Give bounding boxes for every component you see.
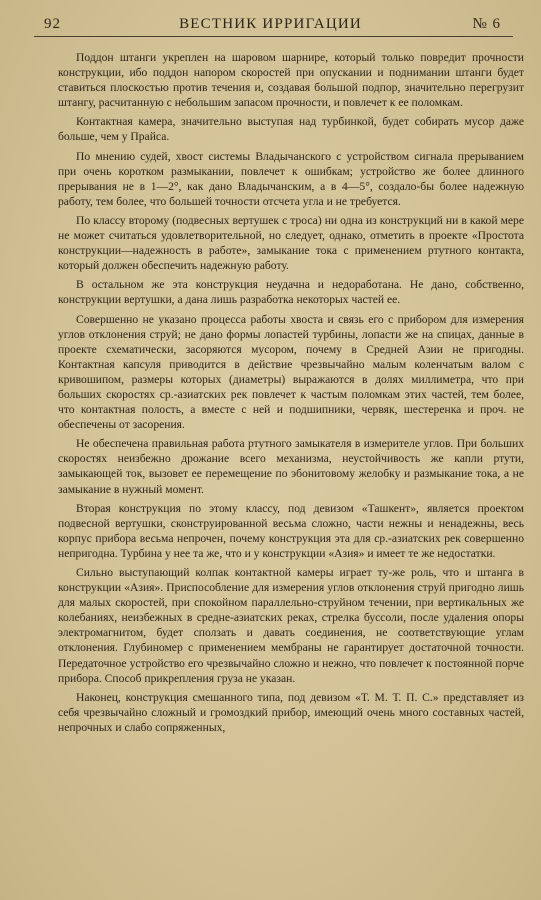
- paragraph: Поддон штанги укреплен на шаровом шарнире, который только повредит прочности конструкции, ибо поддон напором скоростей при опускании и поднимании штанги будет ставиться плоскостью против течения и, создавая большой подпор, значительно перегрузит штангу, расчитанную с небольшим запасом прочности, и повлечет к ее поломкам.: [58, 51, 524, 110]
- issue-number: № 6: [472, 16, 501, 32]
- paragraph: Вторая конструкция по этому классу, под девизом «Ташкент», является проектом подвесной вертушки, сконструированной весьма сложно, части нежны и ненадежны, весь корпус прибора весьма непрочен, почему конструкция эта для ср.-азиатских рек совершенно непригодна. Турбина у нее та же, что и у конструкции «Азия» и имеет те же недостатки.: [58, 501, 524, 560]
- paragraph: Сильно выступающий колпак контактной камеры играет ту-же роль, что и штанга в конструкции «Азия». Приспособление для измерения углов отклонения струй пригодно лишь для малых скоростей, при спокойном параллельно-струйном течении, при вертикальных же колебаниях, неизбежных в средне-азиатских реках, стрелка буссоли, после удаления опоры электромагнитом, будет сползать и давать соединения, не соответствующие углам отклонения. Глубиномер с применением мембраны не гарантирует достаточной точности. Передаточное устройство его чрезвычайно сложно и нежно, что повлечет к постоянной порче прибора. Способ прикрепления груза не указан.: [58, 566, 524, 685]
- paragraph: По классу второму (подвесных вертушек с троса) ни одна из конструкций ни в какой мере не может считаться удовлетворительной, но следует, однако, отметить в проекте «Простота конструкции—надежность в работе», замыкание тока с применением ртутного контакта, который должен обеспечить надежную работу.: [58, 213, 524, 273]
- paragraph: В остальном же эта конструкция неудачна и недоработана. Не дано, собственно, конструкции вертушки, а дана лишь разработка некоторых частей ее.: [58, 278, 524, 307]
- paragraph: Не обеспечена правильная работа ртутного замыкателя в измерителе углов. При больших скоростях неизбежно дрожание всего механизма, неустойчивость же капли ртути, замыкающей ток, вызовет ее перемещение по эбонитовому желобку и размыкание тока, а не замыкание в нужный момент.: [58, 437, 524, 496]
- paragraph: Совершенно не указано процесса работы хвоста и связь его с прибором для измерения углов отклонения струй; не дано формы лопастей турбины, лопасти же на спицах, данные в проекте схематически, засоряются мусором, почему в Средней Азии не пригодны. Контактная капсуля приводится в действие чрезвычайно малым коленчатым валом с кривошипом, размеры которых (диаметры) выражаются в долях миллиметра, что при больших скоростях ср.-азиатских рек повлечет к частым поломкам этих частей, тем более, что контактная полость, а вместе с ней и подшипники, червяк, шестеренка и проч. не обеспечены от засорения.: [58, 312, 524, 432]
- page-number: 92: [44, 16, 61, 32]
- article-body: [58, 50, 524, 737]
- paragraph: Наконец, конструкция смешанного типа, под девизом «Т. М. Т. П. С.» представляет из себя чрезвычайно сложный и громоздкий прибор, имеющий очень много составных частей, непрочных и слабо сопряженных,: [58, 690, 524, 734]
- journal-title: ВЕСТНИК ИРРИГАЦИИ: [179, 16, 362, 32]
- paragraph: По мнению судей, хвост системы Владычанского с устройством сигнала прерыванием при очень коротком размыкании, повлечет к ошибкам; устройство же более длинного прерывания не в 1—2°, как дано Владычанским, а в 4—5°, создало-бы более надежную работу, тем более, что большей точности отсчета угла и не требуется.: [58, 149, 524, 208]
- running-header: [0, 10, 541, 36]
- header-rule: [34, 36, 513, 37]
- paragraph: Контактная камера, значительно выступая над турбинкой, будет собирать мусор даже больше, чем у Прайса.: [58, 115, 524, 144]
